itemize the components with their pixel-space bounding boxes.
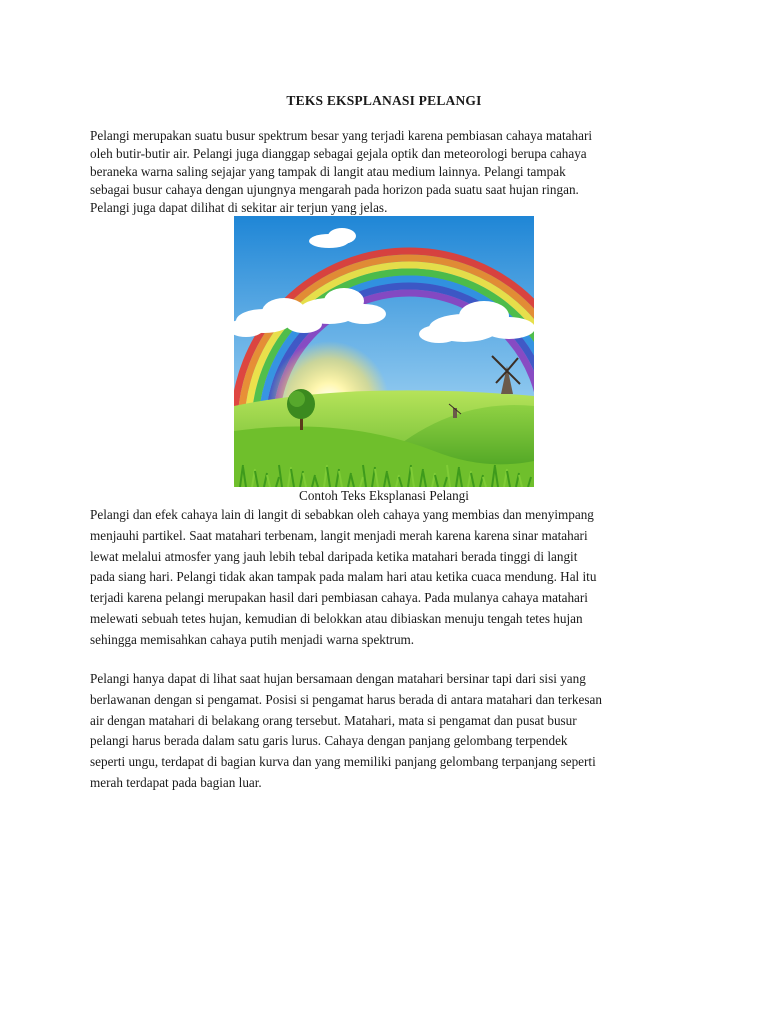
figure-caption: Contoh Teks Eksplanasi Pelangi — [299, 488, 469, 503]
paragraph-line: menjauhi partikel. Saat matahari terbenam, langit menjadi merah karena karena sinar matahari — [90, 527, 588, 543]
paragraph-line: pelangi harus berada dalam satu garis lurus. Cahaya dengan panjang gelombang terpendek — [90, 733, 568, 749]
paragraph-line: beraneka warna saling sejajar yang tampak di langit atau medium lainnya. Pelangi tampak — [90, 164, 566, 179]
paragraph-line: lewat melalui atmosfer yang jauh lebih tebal daripada ketika matahari berada tinggi di langit — [90, 548, 578, 564]
paragraph-line: merah terdapat pada bagian luar. — [90, 774, 262, 790]
paragraph-line: melewati sebuah tetes hujan, kemudian di belokkan atau dibiaskan menuju tengah tetes hujan — [90, 610, 583, 626]
paragraph-line: berlawanan dengan si pengamat. Posisi si pengamat harus berada di antara matahari dan terkesan — [90, 691, 602, 707]
paragraph-line: Pelangi merupakan suatu busur spektrum besar yang terjadi karena pembiasan cahaya matahari — [90, 128, 593, 143]
paragraph-observation — [90, 669, 690, 794]
paragraph-line: pada siang hari. Pelangi tidak akan tampak pada malam hari atau ketika cuaca mendung. Hal itu — [90, 569, 597, 585]
paragraph-line: air dengan matahari di belakang orang tersebut. Matahari, mata si pengamat dan pusat busur — [90, 712, 577, 728]
paragraph-line: Pelangi hanya dapat di lihat saat hujan bersamaan dengan matahari bersinar tapi dari sisi yang — [90, 671, 586, 686]
rainbow-illustration — [234, 216, 534, 487]
document-title: TEKS EKSPLANASI PELANGI — [286, 93, 482, 108]
paragraph-cause — [90, 505, 690, 651]
paragraph-line: oleh butir-butir air. Pelangi juga dianggap sebagai gejala optik dan meteorologi berupa cahaya — [90, 146, 587, 161]
paragraph-line: Pelangi juga dapat dilihat di sekitar air terjun yang jelas. — [90, 200, 388, 215]
paragraph-line: Pelangi dan efek cahaya lain di langit di sebabkan oleh cahaya yang membias dan menyimpang — [90, 507, 594, 522]
paragraph-intro — [90, 127, 690, 217]
paragraph-line: terjadi karena pelangi merupakan hasil dari pembiasan cahaya. Pada mulanya cahaya matahari — [90, 590, 588, 606]
paragraph-line: sehingga memisahkan cahaya putih menjadi warna spektrum. — [90, 631, 415, 647]
paragraph-line: sebagai busur cahaya dengan ujungnya mengarah pada horizon pada suatu saat hujan ringan. — [90, 182, 579, 197]
paragraph-line: seperti ungu, terdapat di bagian kurva dan yang memiliki panjang gelombang terpanjang seperti — [90, 754, 596, 770]
